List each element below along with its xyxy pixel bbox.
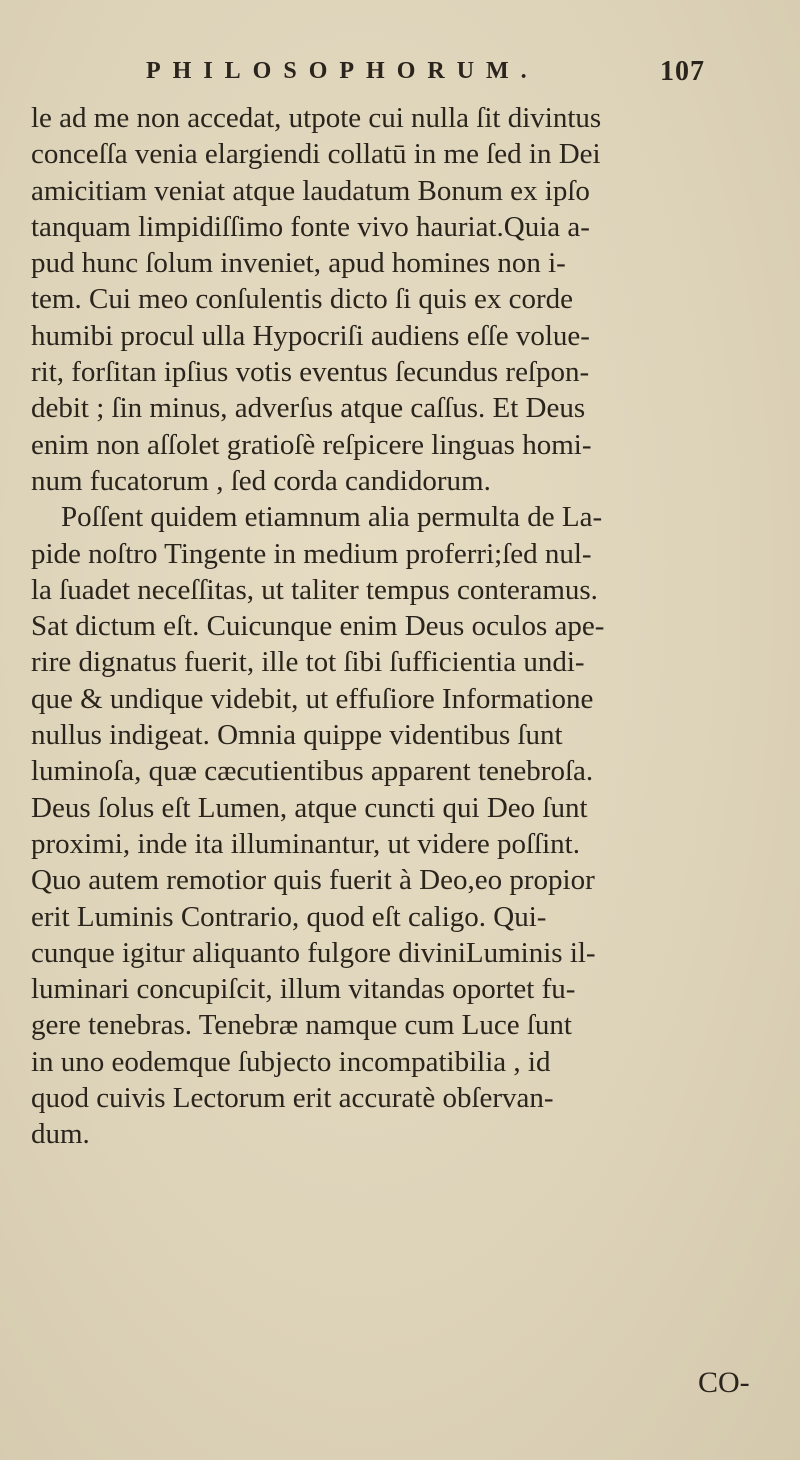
text-line: rit, forſitan ipſius votis eventus ſecundus reſpon- [31,356,590,389]
text-line: dum. [31,1118,90,1151]
text-line: proximi, inde ita illuminantur, ut videre poſſint. [31,827,580,860]
text-line: tanquam limpidiſſimo fonte vivo hauriat.Quia a- [31,210,590,243]
text-line: erit Luminis Contrario, quod eſt caligo. Qui- [31,900,547,933]
text-line: cunque igitur aliquanto fulgore diviniLuminis il- [31,936,596,969]
text-line: pide noſtro Tingente in medium proferri;ſed nul- [31,537,592,570]
text-line: quod cuivis Lectorum erit accuratè obſervan- [31,1082,554,1115]
text-line: la ſuadet neceſſitas, ut taliter tempus conteramus. [31,573,598,606]
body-text [31,100,791,1153]
text-line: debit ; ſin minus, adverſus atque caſſus. Et Deus [31,392,586,425]
text-line: num fucatorum , ſed corda candidorum. [31,464,491,497]
text-line: in uno eodemque ſubjecto incompatibilia , id [31,1045,551,1078]
text-line: luminoſa, quæ cæcutientibus apparent tenebroſa. [31,755,594,788]
text-line: conceſſa venia elargiendi collatū in me ſed in Dei [31,138,601,171]
text-line: humibi procul ulla Hypocriſi audiens eſſe volue- [31,319,590,352]
text-line: tem. Cui meo conſulentis dicto ſi quis ex corde [31,283,574,316]
text-line: gere tenebras. Tenebræ namque cum Luce ſunt [31,1009,572,1042]
text-line: le ad me non accedat, utpote cui nulla ſit divintus [31,102,602,134]
text-line: Deus ſolus eſt Lumen, atque cuncti qui Deo ſunt [31,791,588,824]
text-line: pud hunc ſolum inveniet, apud homines non i- [31,247,566,280]
running-head: PHILOSOPHORUM. [146,58,539,84]
text-line: rire dignatus fuerit, ille tot ſibi ſufficientia undi- [31,646,585,679]
text-line: amicitiam veniat atque laudatum Bonum ex ipſo [31,174,590,207]
catchword: CO- [698,1366,750,1399]
text-line: Sat dictum eſt. Cuicunque enim Deus oculos ape- [31,610,605,643]
text-line: que & undique videbit, ut effuſiore Informatione [31,682,594,715]
text-line: luminari concupiſcit, illum vitandas oportet fu- [31,973,576,1006]
text-line: nullus indigeat. Omnia quippe videntibus ſunt [31,719,563,752]
page-number: 107 [660,56,705,87]
paragraph-start-line: Poſſent quidem etiamnum alia permulta de La- [61,501,603,534]
text-line: enim non aſſolet gratioſè reſpicere linguas homi- [31,428,592,461]
text-line: Quo autem remotior quis fuerit à Deo,eo propior [31,864,595,897]
